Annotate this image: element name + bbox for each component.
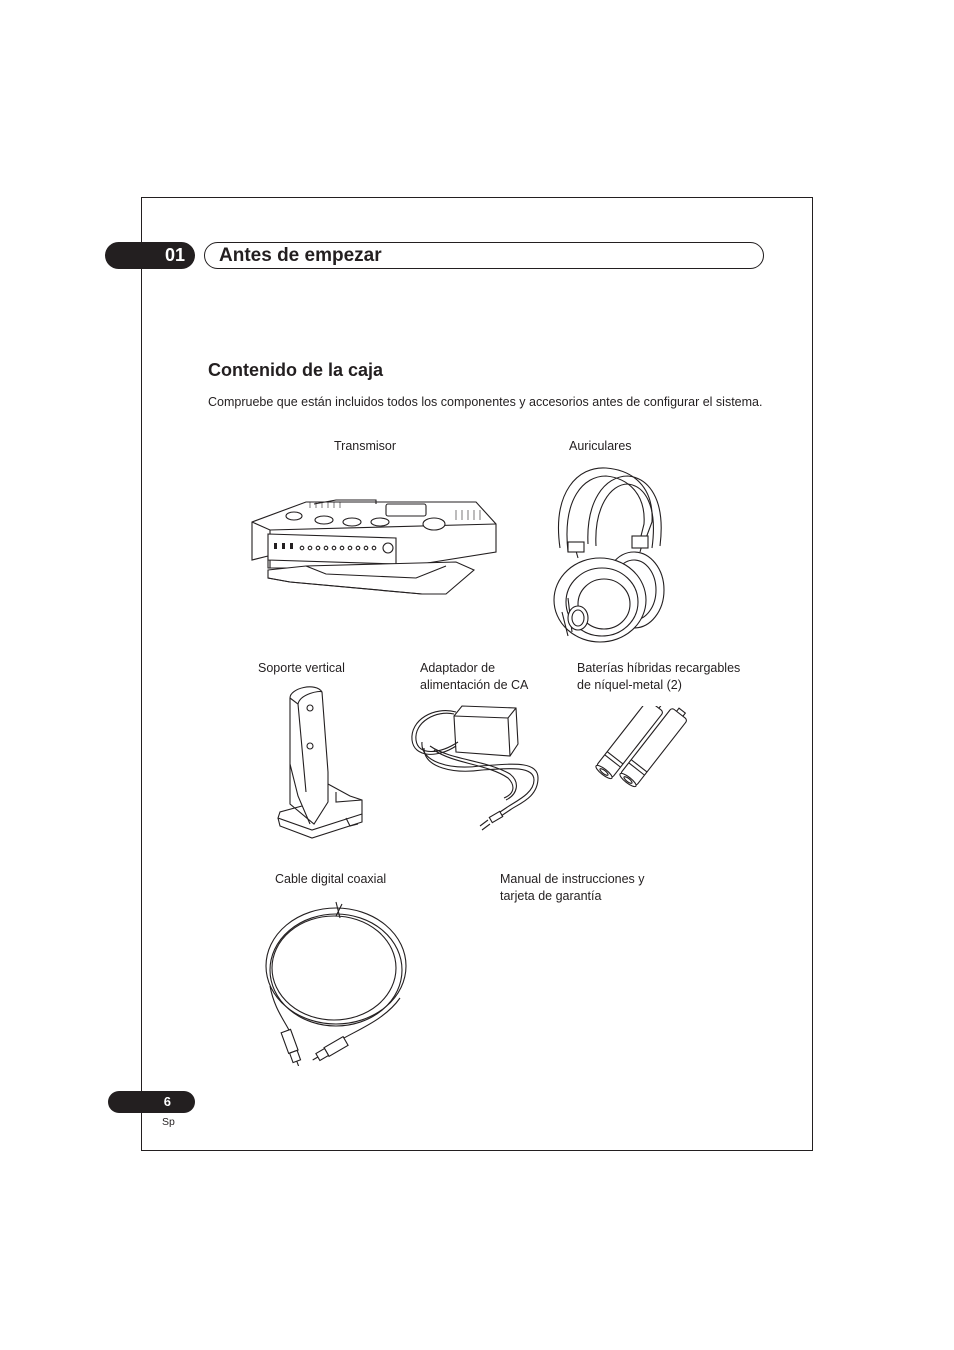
- label-batteries-1: Baterías híbridas recargables: [577, 661, 741, 675]
- batteries-illustration: [590, 706, 702, 796]
- label-headphones: Auriculares: [569, 439, 632, 453]
- label-manual-1: Manual de instrucciones y: [500, 872, 645, 886]
- label-batteries-2: de níquel-metal (2): [577, 678, 682, 692]
- coaxial-cable-illustration: [262, 898, 410, 1066]
- chapter-title: Antes de empezar: [219, 245, 382, 266]
- transmitter-illustration: [246, 490, 502, 602]
- chapter-number-badge: 01: [105, 242, 195, 269]
- label-manual-2: tarjeta de garantía: [500, 889, 602, 903]
- page-number: 6: [108, 1091, 195, 1113]
- label-adapter-2: alimentación de CA: [420, 678, 529, 692]
- section-intro: Compruebe que están incluidos todos los componentes y accesorios antes de configurar el sistema.: [208, 395, 763, 409]
- label-adapter-1: Adaptador de: [420, 661, 496, 675]
- label-transmitter: Transmisor: [334, 439, 397, 453]
- section-title: Contenido de la caja: [208, 360, 384, 380]
- headphones-illustration: [548, 462, 670, 644]
- ac-adapter-illustration: [410, 702, 542, 834]
- label-coax-cable: Cable digital coaxial: [275, 872, 387, 886]
- language-code: Sp: [162, 1116, 175, 1128]
- chapter-title-bar: [204, 242, 764, 269]
- vertical-stand-illustration: [276, 684, 366, 840]
- label-stand: Soporte vertical: [258, 661, 345, 675]
